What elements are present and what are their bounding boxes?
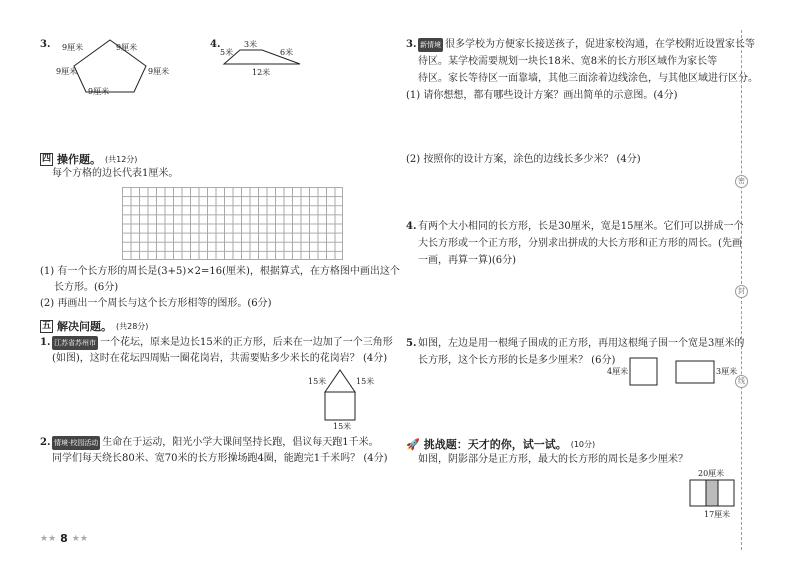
p2-source-tag: 情境·校园活动 — [52, 436, 100, 450]
p3-line2: 待区。某学校需要规划一块长18米、宽8米的长方形区域作为家长等 — [418, 56, 718, 67]
section-4-number: 四 — [41, 153, 51, 164]
seal-char-2: 封 — [735, 285, 748, 298]
p5-number: 5. — [406, 338, 417, 349]
seal-char-1: 密 — [735, 175, 748, 188]
section-4-header — [40, 151, 137, 167]
section-4-intro: 每个方格的边长代表1厘米。 — [52, 168, 179, 179]
p4-line2: 大长方形或一个正方形，分别求出拼成的大长方形和正方形的周长。(先画 — [418, 238, 742, 249]
rocket-icon: 🚀 — [406, 437, 420, 451]
flowerbed-label-bottom: 15米 — [333, 422, 352, 431]
challenge-score: (10分) — [570, 439, 596, 449]
section-5-number: 五 — [41, 320, 51, 331]
section-4-title: 操作题。 — [57, 153, 101, 166]
p3-source-tag: 新情境 — [418, 38, 443, 52]
flowerbed-label-left: 15米 — [308, 377, 327, 386]
rope-figures — [628, 356, 718, 388]
rope-rectangle-label: 3厘米 — [716, 367, 738, 376]
q3-number: 3. — [40, 39, 51, 50]
challenge-label-top: 20厘米 — [698, 469, 725, 478]
trapezoid-label-top: 3米 — [244, 40, 258, 49]
p1-line1-text: 一个花坛，原来是边长15米的正方形，后来在一边加了一个三角形 — [100, 337, 393, 348]
section-4-q1-line2: 长方形。(6分) — [54, 282, 119, 293]
pentagon-label-top-left: 9厘米 — [62, 43, 84, 52]
shaded-square — [706, 480, 718, 506]
section-4-q1-line1: (1) 有一个长方形的周长是(3+5)×2=16(厘米)，根据算式，在方格图中画出这个 — [40, 266, 400, 277]
footer-stars-left-icon: ★★ — [40, 533, 57, 544]
p5-line1: 如图，左边是用一根绳子围成的正方形，再用这根绳子围一个宽是3厘米的 — [418, 338, 745, 349]
pentagon-figure — [56, 38, 180, 96]
p3-line3: 待区。家长等待区一面靠墙，其他三面涂着边线涂色，与其他区域进行区分。 — [418, 73, 758, 84]
p3-line1 — [418, 38, 755, 52]
p1-line2: (如图)，这时在花坛四周贴一圈花岗岩，共需要贴多少米长的花岗岩？ (4分) — [52, 353, 388, 364]
p3-line1-text: 很多学校为方便家长接送孩子，促进家校沟通，在学校附近设置家长等 — [445, 39, 755, 50]
q4-number: 4. — [210, 39, 221, 50]
section-4-score: (共12分) — [105, 154, 138, 164]
p3-number: 3. — [406, 39, 417, 50]
pentagon-label-left: 9厘米 — [56, 67, 78, 76]
trapezoid-label-bottom: 12米 — [252, 68, 271, 77]
rope-square — [630, 358, 657, 385]
section-4-q2: (2) 再画出一个周长与这个长方形相等的图形。(6分) — [40, 298, 272, 309]
p1-line1 — [52, 336, 393, 350]
p4-number: 4. — [406, 221, 417, 232]
p4-line1: 有两个大小相同的长方形，长是30厘米，宽是15厘米。它们可以拼成一个 — [418, 221, 744, 232]
flowerbed-label-right: 15米 — [356, 377, 375, 386]
pentagon-label-top-right: 9厘米 — [116, 43, 138, 52]
trapezoid-figure — [218, 38, 318, 78]
section-5-header — [40, 318, 148, 334]
pentagon-label-right: 9厘米 — [148, 67, 170, 76]
rope-rectangle — [676, 361, 714, 383]
p4-line3: 一画，再算一算)(6分) — [418, 255, 517, 266]
section-5-score: (共28分) — [116, 321, 149, 331]
p1-source-tag: 江苏省苏州市 — [52, 336, 98, 350]
rope-square-label: 4厘米 — [607, 367, 629, 376]
p2-line2: 同学们每天绕长80米、宽70米的长方形操场跑4圈，能跑完1千米吗？ (4分) — [52, 453, 388, 464]
flowerbed-figure — [320, 364, 360, 426]
section-5-title: 解决问题。 — [57, 320, 112, 333]
challenge-label-bottom: 17厘米 — [704, 510, 731, 519]
p3-q1: (1) 请你想想，都有哪些设计方案？画出简单的示意图。(4分) — [406, 90, 678, 101]
page-footer — [40, 532, 88, 545]
p3-q2: (2) 按照你的设计方案，涂色的边线长多少米？ (4分) — [406, 154, 641, 165]
p2-line1-text: 生命在于运动，阳光小学大课间坚持长跑，倡议每天跑1千米。 — [102, 437, 379, 448]
p2-line1 — [52, 436, 379, 450]
p2-number: 2. — [40, 437, 51, 448]
trapezoid-label-left: 5米 — [220, 48, 234, 57]
pentagon-label-bottom: 9厘米 — [88, 87, 110, 96]
challenge-figure — [688, 478, 738, 508]
footer-stars-right-icon: ★★ — [71, 533, 88, 544]
challenge-text: 如图，阴影部分是正方形，最大的长方形的周长是多少厘米？ — [418, 454, 688, 465]
challenge-title: 挑战题：天才的你，试一试。 — [423, 438, 567, 451]
trapezoid-label-right: 6米 — [280, 48, 294, 57]
page-number: 8 — [60, 532, 68, 545]
challenge-header — [406, 436, 595, 452]
square-grid[interactable] — [122, 187, 343, 260]
p5-line2: 长方形，这个长方形的长是多少厘米？ (6分) — [418, 355, 616, 366]
p1-number: 1. — [40, 337, 51, 348]
seal-char-3: 线 — [735, 375, 748, 388]
